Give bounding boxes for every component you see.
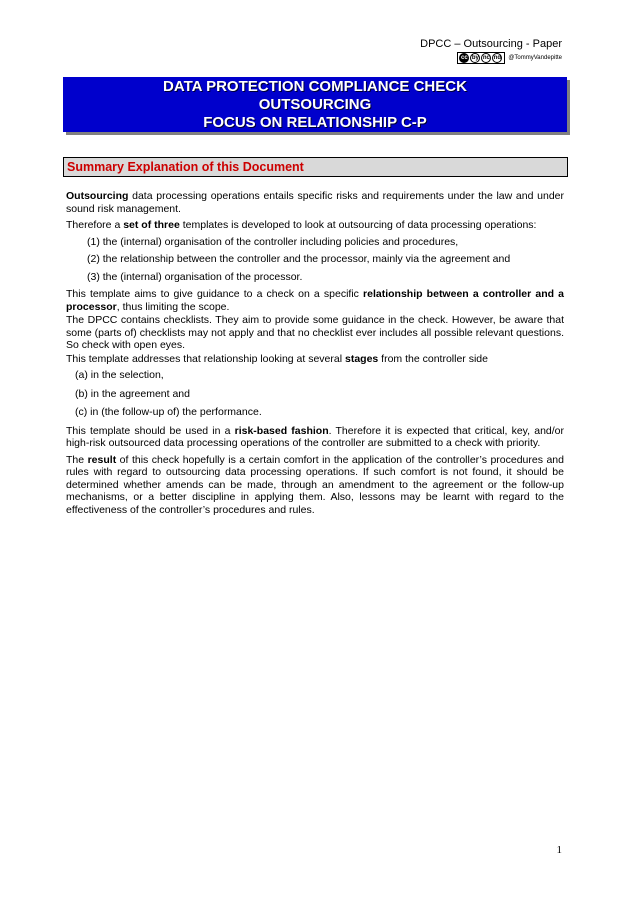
summary-heading: Summary Explanation of this Document [63, 157, 568, 177]
text-span: The [66, 453, 88, 466]
list-item: (b) in the agreement and [75, 387, 190, 400]
paragraph-set-of-three [66, 219, 564, 232]
text-span: of this check hopefully is a certain comfort in the application of the controller’s procedures and rules with regard to outsourcing data processing operations. If such comfort is not found, it should be determined whether amends can be made, through an amendment to the agreement or the follow-up mechanisms, or a better discipline in applying them. Also, lessons may be learnt with regard to the effectiveness of the controller’s procedures and rules. [66, 453, 564, 516]
text-span: , thus limiting the scope. [116, 300, 230, 313]
by-icon: by [471, 55, 479, 61]
header-title: DPCC – Outsourcing - Paper [420, 38, 562, 50]
bold-outsourcing: Outsourcing [66, 190, 129, 202]
title-line-3: FOCUS ON RELATIONSHIP C-P [203, 113, 427, 131]
bold-relationship: relationship between a controller and a processor [66, 288, 564, 313]
paragraph-scope [66, 288, 564, 313]
paragraph-risk-based [66, 425, 564, 450]
list-item: (c) in (the follow-up of) the performance. [75, 406, 262, 418]
stages-list [66, 369, 564, 419]
page-number: 1 [556, 844, 562, 856]
text-span: This template addresses that relationship looking at several [66, 352, 345, 365]
cc-icon: cc [460, 55, 468, 61]
bold-set-of-three: set of three [123, 219, 180, 231]
creative-commons-license-icon [457, 52, 505, 64]
author-handle: @TommyVandepitte [508, 55, 562, 61]
nd-icon: nd [493, 55, 501, 61]
title-line-1: DATA PROTECTION COMPLIANCE CHECK [163, 77, 467, 95]
text-span: from the controller side [378, 352, 488, 365]
page-header [420, 38, 562, 64]
text-span: templates is developed to look at outsourcing of data processing operations: [179, 219, 537, 231]
bold-stages: stages [344, 352, 379, 365]
bold-result: result [87, 453, 117, 466]
nc-icon: nc [482, 55, 490, 61]
document-body [66, 190, 564, 520]
templates-list [66, 236, 564, 284]
text-span: This template should be used in a [66, 424, 235, 437]
list-item: (1) the (internal) organisation of the controller including policies and procedures, [87, 235, 459, 248]
paragraph-result [66, 454, 564, 517]
list-item: (3) the (internal) organisation of the processor. [87, 270, 303, 283]
title-line-2: OUTSOURCING [258, 95, 372, 113]
list-item: (2) the relationship between the controller and the processor, mainly via the agreement and [87, 253, 511, 265]
bold-risk-based: risk-based fashion [234, 424, 329, 437]
text-span: Therefore a [66, 219, 124, 231]
text-span: . Therefore it is expected that critical, key, and/or high-risk outsourced data processing operations of the controller are submitted to a check with priority. [66, 424, 564, 449]
paragraph-outsourcing [66, 190, 564, 215]
list-item: (a) in the selection, [75, 369, 164, 381]
text-outsourcing: data processing operations entails specific risks and requirements under the law and under sound risk management. [66, 190, 564, 215]
paragraph-checklists: The DPCC contains checklists. They aim to provide some guidance in the check. However, be aware that some (parts of) checklists may not apply and that no checklist ever includes all possible relevant questions. So check with open eyes. [66, 314, 564, 351]
license-line [420, 52, 562, 64]
text-span: This template aims to give guidance to a check on a specific [66, 288, 364, 300]
document-title-box [63, 77, 567, 132]
paragraph-stages [66, 353, 564, 366]
